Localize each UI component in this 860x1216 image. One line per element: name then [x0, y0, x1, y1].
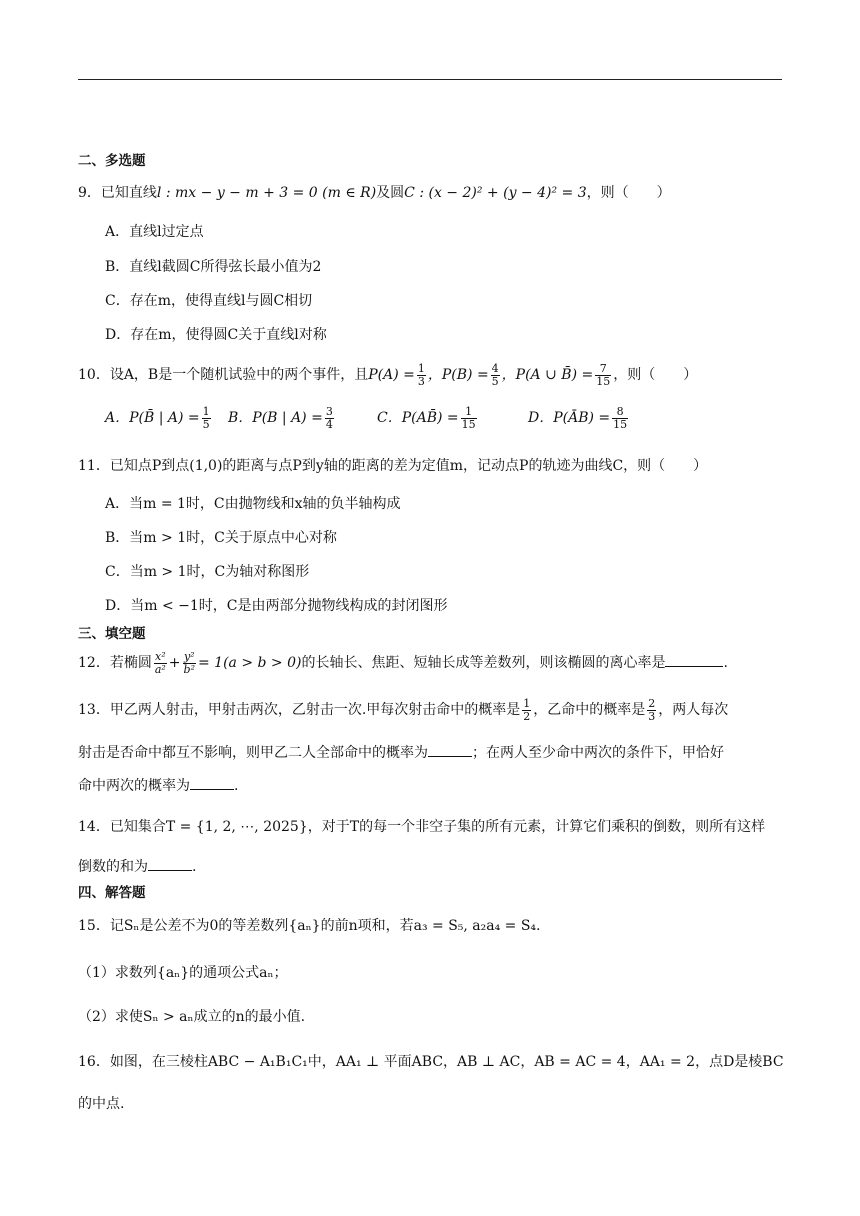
q10-option-b-fraction — [325, 406, 334, 431]
q10-post: ，则（ ） — [613, 367, 698, 383]
q13-p2-fraction — [647, 698, 656, 723]
question-12 — [78, 648, 728, 678]
q10-option-b-text: B．P(B | A) = — [228, 410, 323, 426]
q10-option-d — [528, 405, 630, 431]
q15-part-1: （1）求数列{aₙ}的通项公式aₙ； — [78, 965, 288, 981]
question-16-line-2: 的中点. — [78, 1096, 125, 1112]
q9-line-equation: l : mx − y − m + 3 = 0 (m ∈ R) — [156, 185, 377, 201]
q12-x-fraction — [154, 651, 167, 676]
q10-option-c-fraction — [461, 406, 477, 431]
question-14-line-1: 14．已知集合T = {1, 2, ⋯, 2025}，对于T的每一个非空子集的所有元素，计算它们乘积的倒数，则所有这样 — [78, 819, 766, 835]
q12-y-den: b² — [183, 662, 195, 676]
q13-p2-num: 2 — [648, 696, 656, 710]
q9-mid: 及圆 — [376, 185, 405, 201]
question-11-stem: 11．已知点P到点(1,0)的距离与点P到y轴的距离的差为定值m，记动点P的轨迹为曲线C，则（ ） — [78, 458, 708, 474]
q12-end: . — [723, 655, 728, 671]
q13-line3-b: . — [234, 778, 239, 794]
q14-line2-b: . — [192, 859, 197, 875]
q10-option-c-text: C．P(AB̄) = — [377, 410, 459, 426]
q13-line1-c: ，两人每次 — [658, 702, 729, 718]
q10-pb-fraction — [491, 363, 500, 388]
q10-pb: ，P(B) = — [427, 367, 489, 383]
q12-answer-blank[interactable] — [665, 653, 723, 667]
q12-y-num: y² — [183, 649, 195, 663]
q10-option-b — [228, 405, 336, 431]
q10-d-num: 8 — [612, 406, 628, 419]
q12-x-den: a² — [154, 662, 166, 676]
q13-line1-b: ，乙命中的概率是 — [533, 702, 646, 718]
q12-y-fraction — [183, 651, 196, 676]
q13-line3-a: 命中两次的概率为 — [78, 778, 190, 794]
q13-answer-blank-1[interactable] — [428, 743, 472, 757]
q10-b-den: 4 — [325, 417, 333, 431]
q12-x-num: x² — [155, 649, 166, 663]
q15-part-2: （2）求使Sₙ > aₙ成立的n的最小值. — [78, 1009, 306, 1025]
q10-option-c — [377, 405, 479, 431]
q9-option-a: A．直线l过定点 — [105, 224, 204, 240]
q13-p1-fraction — [522, 698, 531, 723]
q10-option-a-text: A．P(B̄ | A) = — [105, 410, 200, 426]
section-heading-multi: 二、多选题 — [78, 153, 146, 169]
q9-option-c: C．存在m，使得直线l与圆C相切 — [105, 293, 313, 309]
q10-pa-fraction — [417, 363, 426, 388]
q10-pu-fraction — [595, 363, 611, 388]
q10-pre: 10．设A，B是一个随机试验中的两个事件，且 — [78, 367, 369, 383]
q10-pa: P(A) = — [368, 367, 415, 383]
q13-p1-num: 1 — [523, 696, 531, 710]
q9-option-d: D．存在m，使得圆C关于直线l对称 — [105, 327, 327, 343]
question-13-line-3 — [78, 776, 238, 796]
section-heading-solve: 四、解答题 — [78, 885, 146, 901]
q10-pu: ，P(A ∪ B̄) = — [501, 367, 594, 383]
question-14-line-2 — [78, 857, 196, 877]
q10-option-a-fraction — [202, 406, 211, 431]
q12-plus: + — [168, 655, 181, 671]
q12-condition: = 1(a > b > 0) — [197, 655, 302, 671]
q11-option-c: C．当m > 1时，C为轴对称图形 — [105, 564, 310, 580]
q10-option-a — [105, 405, 213, 431]
q14-line2-a: 倒数的和为 — [78, 859, 148, 875]
q13-line2-b: ；在两人至少命中两次的条件下，甲恰好 — [472, 745, 724, 761]
q10-pu-den: 15 — [596, 374, 611, 388]
q11-option-a: A．当m = 1时，C由抛物线和x轴的负半轴构成 — [105, 496, 401, 512]
question-15-stem: 15．记Sₙ是公差不为0的等差数列{aₙ}的前n项和，若a₃ = S₅, a₂a₄ = S₄. — [78, 918, 541, 934]
q13-line2-a: 射击是否命中都互不影响，则甲乙二人全部命中的概率为 — [78, 745, 428, 761]
section-heading-fill: 三、填空题 — [78, 626, 146, 642]
q10-c-den: 15 — [461, 417, 476, 431]
q10-a-den: 5 — [202, 417, 210, 431]
q10-b-num: 3 — [325, 404, 333, 418]
q11-option-b: B．当m > 1时，C关于原点中心对称 — [105, 530, 337, 546]
q10-c-num: 1 — [461, 406, 477, 419]
q9-option-b: B．直线l截圆C所得弦长最小值为2 — [105, 259, 322, 275]
question-16-line-1: 16．如图，在三棱柱ABC − A₁B₁C₁中，AA₁ ⊥ 平面ABC，AB ⊥ AC，AB = AC = 4，AA₁ = 2，点D是棱BC — [78, 1054, 784, 1070]
q9-post: ，则（ ） — [586, 185, 671, 201]
q10-option-d-text: D．P(ĀB) = — [528, 410, 611, 426]
q11-option-d: D．当m < −1时，C是由两部分抛物线构成的封闭图形 — [105, 598, 448, 614]
q10-pa-num: 1 — [417, 361, 425, 375]
q10-d-den: 15 — [613, 417, 628, 431]
q10-pa-den: 3 — [417, 374, 425, 388]
question-10-stem — [78, 362, 697, 388]
q10-a-num: 1 — [202, 404, 210, 418]
question-13-line-2 — [78, 743, 724, 763]
question-13-line-1 — [78, 696, 728, 724]
question-9-stem — [78, 183, 671, 203]
q13-p2-den: 3 — [648, 709, 656, 723]
q10-pb-num: 4 — [491, 361, 499, 375]
q12-pre: 12．若椭圆 — [78, 655, 152, 671]
q10-pu-num: 7 — [595, 363, 611, 376]
q9-pre: 9．已知直线 — [78, 185, 157, 201]
q13-line1-a: 13．甲乙两人射击，甲射击两次，乙射击一次.甲每次射击命中的概率是 — [78, 702, 521, 718]
q10-pb-den: 5 — [491, 374, 499, 388]
q12-post: 的长轴长、焦距、短轴长成等差数列，则该椭圆的离心率是 — [301, 655, 666, 671]
q13-answer-blank-2[interactable] — [190, 776, 234, 790]
q14-answer-blank[interactable] — [148, 857, 192, 871]
q9-circle-equation: C : (x − 2)² + (y − 4)² = 3 — [404, 185, 587, 201]
header-rule — [78, 79, 782, 80]
q10-options — [0, 405, 860, 435]
q10-option-d-fraction — [612, 406, 628, 431]
q13-p1-den: 2 — [523, 709, 531, 723]
